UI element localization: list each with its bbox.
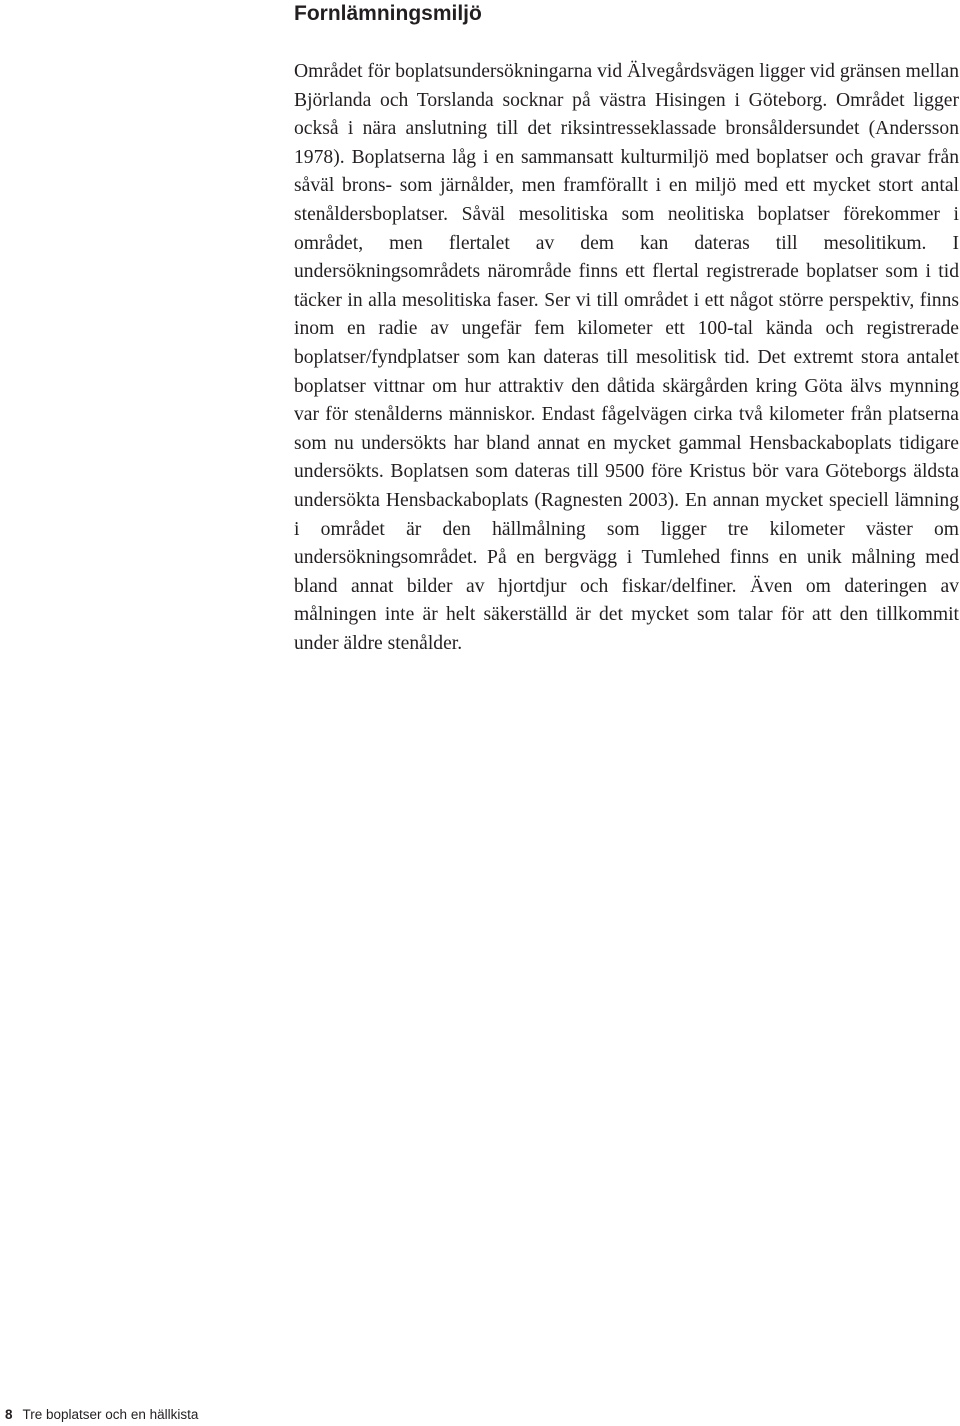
publication-title: Tre boplatser och en hällkista <box>22 1407 199 1422</box>
page-footer <box>5 1404 198 1426</box>
section-heading: Fornlämningsmiljö <box>294 2 482 25</box>
page-number: 8 <box>5 1407 13 1422</box>
body-paragraph: Området för boplatsundersökningarna vid Älvegårdsvägen ligger vid gränsen mellan Björlanda och Torslanda socknar på västra Hisingen i Göteborg. Området ligger också i nära anslutning till det riksintresseklassade bronsåldersundet (Andersson 1978). Boplatserna låg i en sammansatt kulturmiljö med boplatser och gravar från såväl brons- som järnålder, men framförallt i en miljö med ett mycket stort antal stenåldersboplatser. Såväl mesolitiska som neolitiska boplatser förekommer i området, men flertalet av dem kan dateras till mesolitikum. I undersökningsområdets närområde finns ett flertal registrerade boplatser som i tid täcker in alla mesolitiska faser. Ser vi till området i ett något större perspektiv, finns inom en radie av ungefär fem kilometer ett 100-tal kända och registrerade boplatser/fyndplatser som kan dateras till mesolitisk tid. Det extremt stora antalet boplatser vittnar om hur attraktiv den dåtida skärgården kring Göta älvs mynning var för stenålderns människor. Endast fågelvägen cirka två kilometer från platserna som nu undersökts har bland annat en mycket gammal Hensbackaboplats tidigare undersökts. Boplatsen som dateras till 9500 före Kristus bör vara Göteborgs äldsta undersökta Hensbackaboplats (Ragnesten 2003). En annan mycket speciell lämning i området är den hällmålning som ligger tre kilometer väster om undersökningsområdet. På en bergvägg i Tumlehed finns en unik målning med bland annat bilder av hjortdjur och fiskar/delfiner. Även om dateringen av målningen inte är helt säkerställd är det mycket som talar för att den tillkommit under äldre stenålder. <box>294 61 959 654</box>
